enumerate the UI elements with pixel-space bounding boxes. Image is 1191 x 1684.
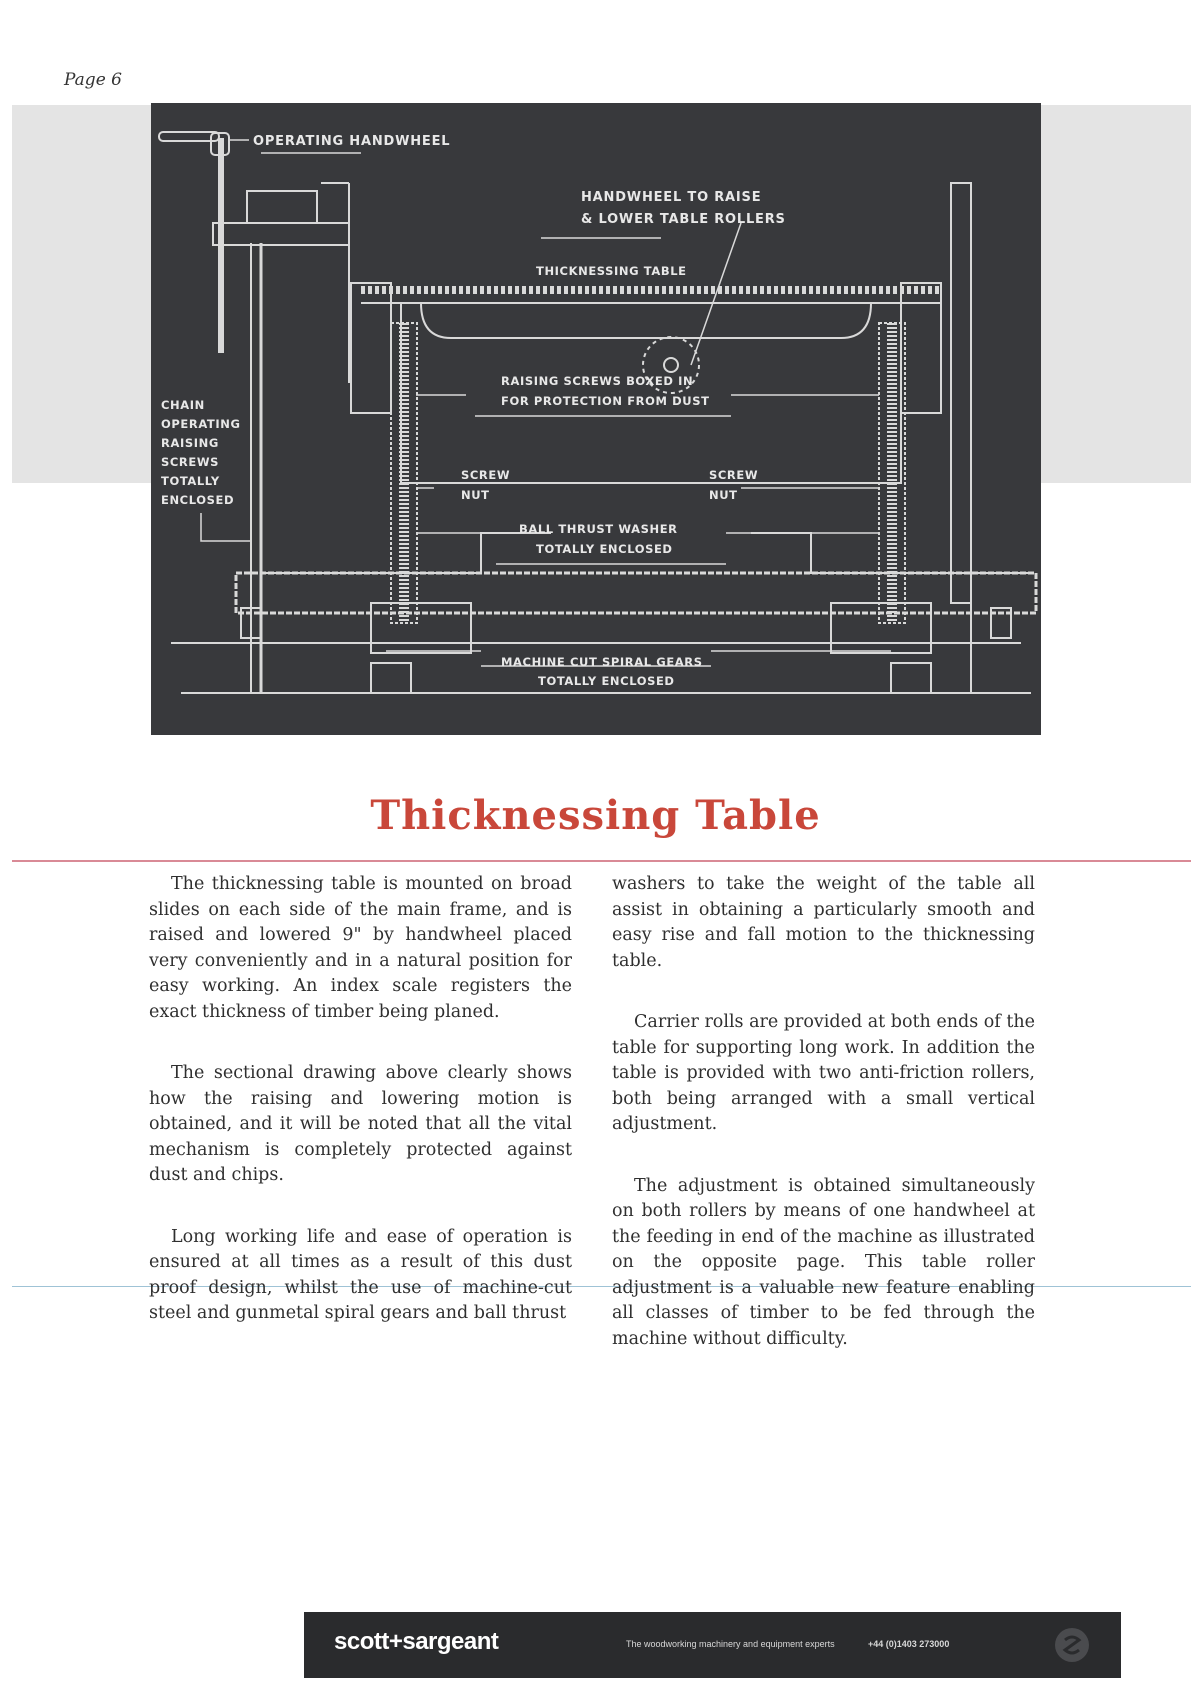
label-nut-left: NUT	[461, 488, 490, 502]
label-thicknessing-table: THICKNESSING TABLE	[536, 264, 687, 278]
body-paragraph: The thicknessing table is mounted on broad slides on each side of the main frame, and is raised and lowered 9" by handwheel placed very conveniently and in a natural position for easy working. An index scale registers the exact thickness of timber being planed.	[149, 874, 572, 1022]
label-chain-2: OPERATING	[161, 417, 241, 431]
label-roller-handwheel-2: & LOWER TABLE ROLLERS	[581, 212, 786, 227]
label-chain-4: SCREWS	[161, 455, 220, 469]
label-raising-screws-1: RAISING SCREWS BOXED IN	[501, 374, 694, 388]
body-paragraph: Long working life and ease of operation is ensured at all times as a result of this dust proof design, whilst the use of machine-cut steel and gunmetal spiral gears and ball thrust	[149, 1226, 572, 1323]
label-chain-3: RAISING	[161, 436, 219, 450]
body-paragraph: Carrier rolls are provided at both ends of the table for supporting long work. In addition the table is provided with two anti-friction rollers, both being arranged with a small vertical adjustment.	[612, 1012, 1035, 1134]
section-title: Thicknessing Table	[370, 792, 821, 839]
body-column-right	[612, 872, 1035, 1388]
ss-monogram-icon	[1053, 1626, 1091, 1664]
label-spiral-gears-1: MACHINE CUT SPIRAL GEARS	[501, 655, 703, 669]
label-chain-6: ENCLOSED	[161, 493, 235, 507]
label-screw-right: SCREW	[709, 468, 759, 482]
sectional-drawing	[151, 103, 1041, 735]
page-number: Page 6	[64, 70, 122, 90]
label-chain-1: CHAIN	[161, 398, 205, 412]
body-paragraph: The sectional drawing above clearly shows how the raising and lowering motion is obtained, and it will be noted that all the vital mechanism is completely protected against dust and chips.	[149, 1063, 572, 1185]
label-spiral-gears-2: TOTALLY ENCLOSED	[538, 674, 675, 688]
label-ball-thrust-2: TOTALLY ENCLOSED	[536, 542, 673, 556]
label-raising-screws-2: FOR PROTECTION FROM DUST	[501, 394, 710, 408]
label-screw-left: SCREW	[461, 468, 511, 482]
footer-bar	[304, 1612, 1121, 1678]
body-paragraph: washers to take the weight of the table all assist in obtaining a particularly smooth and easy rise and fall motion to the thicknessing table.	[612, 874, 1035, 971]
title-divider	[12, 860, 1191, 862]
body-paragraph: The adjustment is obtained simultaneously on both rollers by means of one handwheel at the feeding in end of the machine as illustrated on the opposite page. This table roller adjustment is a valuable new feature enabling all classes of timber to be fed through the machine without difficulty.	[612, 1175, 1035, 1349]
footer-phone: +44 (0)1403 273000	[868, 1639, 950, 1649]
label-operating-handwheel: OPERATING HANDWHEEL	[253, 134, 451, 149]
body-column-left	[149, 872, 572, 1363]
label-ball-thrust-1: BALL THRUST WASHER	[519, 522, 678, 536]
footer-tagline: The woodworking machinery and equipment experts	[626, 1639, 835, 1649]
label-chain-5: TOTALLY	[161, 474, 220, 488]
label-roller-handwheel-1: HANDWHEEL TO RAISE	[581, 190, 762, 205]
label-nut-right: NUT	[709, 488, 738, 502]
brand-logo-text: scott+sargeant	[334, 1628, 499, 1655]
